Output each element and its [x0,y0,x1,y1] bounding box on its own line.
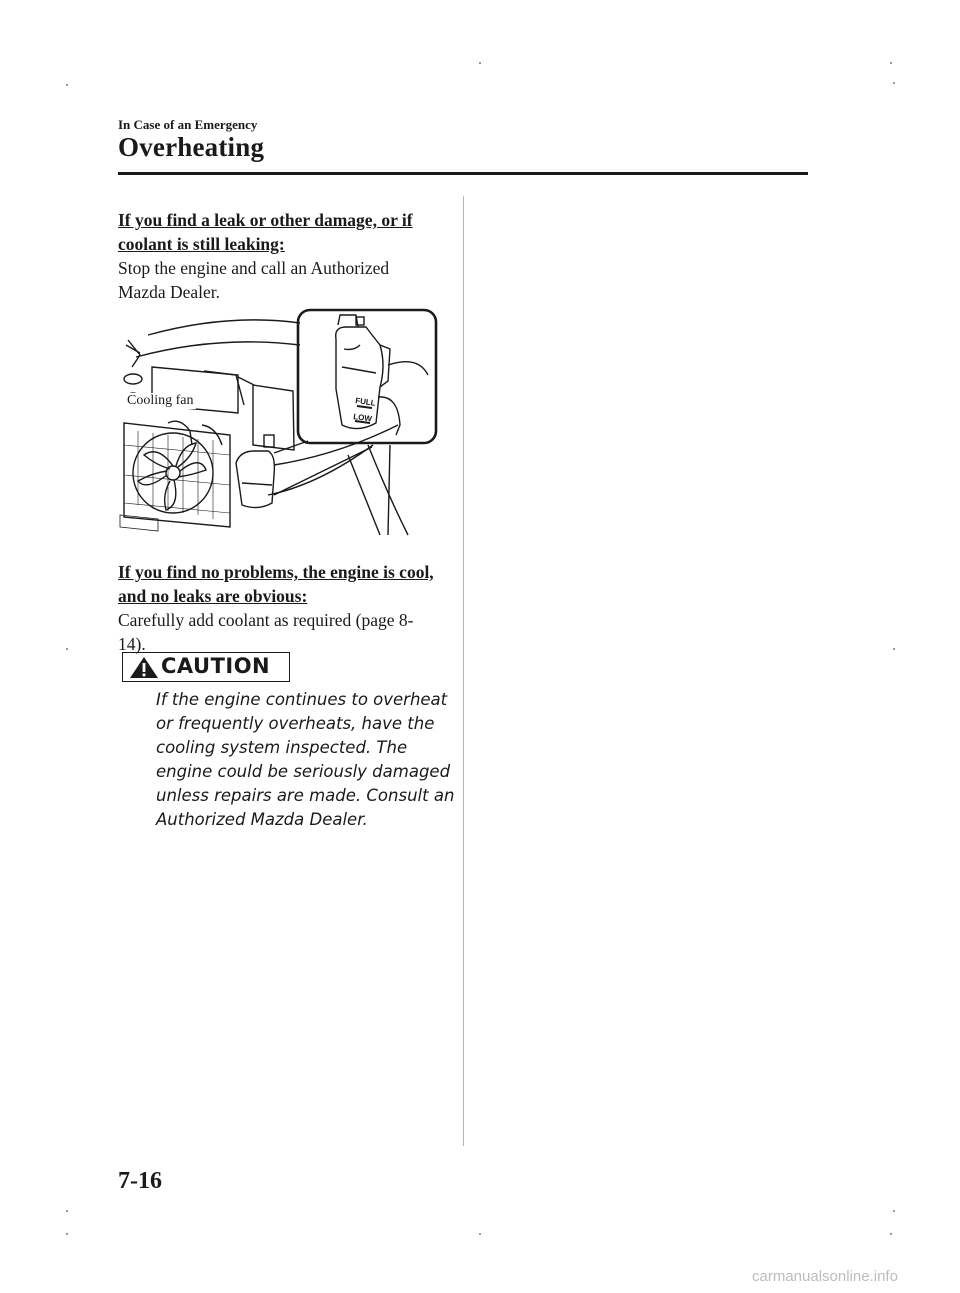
crop-mark [893,648,895,650]
crop-mark [479,62,481,64]
crop-mark [66,648,68,650]
crop-mark [890,1233,892,1235]
column-divider [463,196,464,1146]
page-title: Overheating [118,132,265,162]
cooling-fan-label: Cooling fan [127,393,194,408]
watermark-footer: carmanualsonline.info [752,1268,898,1285]
crop-mark [890,62,892,64]
crop-mark [66,1210,68,1212]
leak-heading: If you find a leak or other damage, or if coolant is still leaking: [118,210,413,254]
coolant-reservoir-illustration [118,305,440,540]
low-mark-label: LOW [352,412,373,424]
crop-mark [893,82,895,84]
no-problem-text: Carefully add coolant as required (page 8-14). [118,610,414,654]
full-mark-label: FULL [354,396,377,408]
warning-triangle-icon [129,656,159,679]
leak-text: Stop the engine and call an Authorized Mazda Dealer. [118,258,390,302]
caution-text: If the engine continues to overheat or frequently overheats, have the cooling system inspected. The engine could be seriously damaged unless repairs are made. Consult an Authorized Mazda Dealer. [156,690,455,829]
section-label: In Case of an Emergency [118,117,258,132]
caution-label: CAUTION [161,654,271,678]
no-problem-heading: If you find no problems, the engine is cool, and no leaks are obvious: [118,562,434,606]
crop-mark [66,84,68,86]
crop-mark [893,1210,895,1212]
page-number: 7-16 [118,1168,162,1194]
title-rule [118,172,808,175]
crop-mark [479,1233,481,1235]
crop-mark [66,1233,68,1235]
caution-box [122,652,290,682]
